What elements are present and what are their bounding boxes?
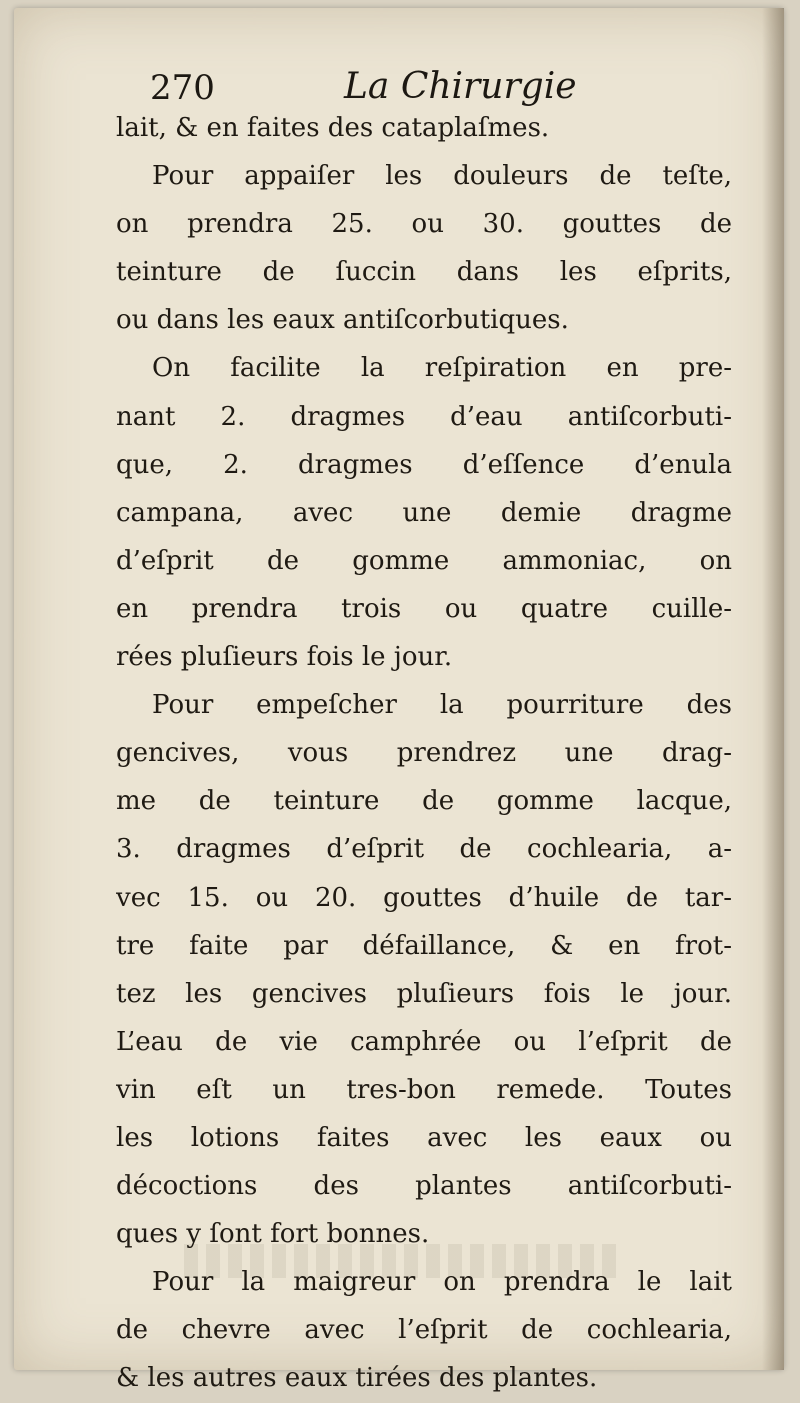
text-line: vin eſt un tres-bon remede. Toutes (116, 1074, 732, 1105)
text-line: les lotions faites avec les eaux ou (116, 1122, 732, 1153)
text-line: ou dans les eaux antiſcorbutiques. (116, 305, 569, 336)
text-line: Pour empeſcher la pourriture des (152, 690, 732, 721)
text-line: campana, avec une demie dragme (116, 497, 732, 528)
text-line: Pour la maigreur on prendra le lait (152, 1267, 732, 1298)
text-line: nant 2. dragmes d’eau antiſcorbuti- (116, 401, 732, 432)
text-line: tre faite par défaillance, & en frot- (116, 930, 732, 961)
text-line: vec 15. ou 20. gouttes d’huile de tar- (116, 882, 732, 913)
text-line: on prendra 25. ou 30. gouttes de (116, 209, 732, 240)
text-line: teinture de ſuccin dans les eſprits, (116, 257, 732, 288)
text-line: que, 2. dragmes d’eſſence d’enula (116, 449, 732, 480)
text-line: de chevre avec l’eſprit de cochlearia, (116, 1315, 732, 1346)
text-line: décoctions des plantes antiſcorbuti- (116, 1171, 732, 1202)
running-head: La Chirurgie (344, 66, 577, 107)
text-line: tez les gencives pluſieurs fois le jour. (116, 978, 732, 1009)
text-line: gencives, vous prendrez une drag- (116, 738, 732, 769)
text-line: On facilite la reſpiration en pre- (152, 353, 732, 384)
text-line: d’eſprit de gomme ammoniac, on (116, 545, 732, 576)
text-line: & les autres eaux tirées des plantes. (116, 1363, 598, 1394)
text-line: 3. dragmes d’eſprit de cochlearia, a- (116, 834, 732, 865)
text-line: lait, & en faites des cataplaſmes. (116, 113, 550, 143)
text-line: ques y ſont fort bonnes. (116, 1219, 430, 1250)
text-line: Pour appaiſer les douleurs de teſte, (152, 161, 732, 192)
body-text (116, 104, 732, 1403)
text-line: en prendra trois ou quatre cuille- (116, 593, 732, 624)
text-line: me de teinture de gomme lacque, (116, 786, 732, 817)
text-line: rées pluſieurs fois le jour. (116, 642, 453, 673)
text-line: L’eau de vie camphrée ou l’eſprit de (116, 1026, 732, 1057)
page-number: 270 (150, 68, 215, 108)
